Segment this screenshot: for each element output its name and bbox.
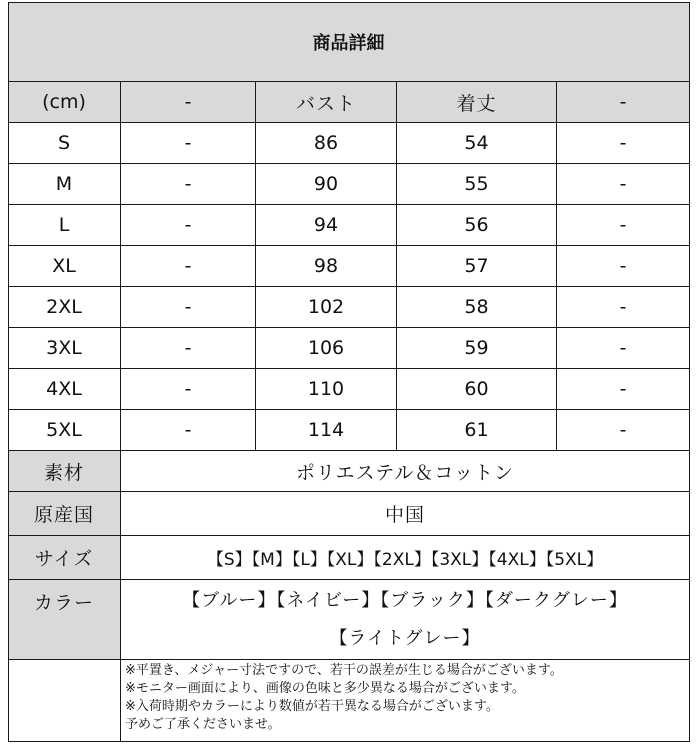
table-title: 商品詳細 bbox=[8, 2, 690, 82]
size-blank-1: - bbox=[121, 369, 256, 410]
size-bust: 98 bbox=[256, 246, 397, 287]
note-line: ※入荷時期やカラーにより数値が若干異なる場合がございます。 bbox=[125, 699, 499, 714]
size-label: 3XL bbox=[8, 328, 121, 369]
size-blank-2: - bbox=[557, 123, 690, 164]
size-blank-1: - bbox=[121, 246, 256, 287]
size-blank-2: - bbox=[557, 410, 690, 451]
size-length: 54 bbox=[397, 123, 557, 164]
size-length: 60 bbox=[397, 369, 557, 410]
sizes-value: 【S】【M】【L】【XL】【2XL】【3XL】【4XL】【5XL】 bbox=[121, 536, 690, 580]
colors-line-2: 【ライトグレー】 bbox=[329, 627, 481, 649]
size-blank-2: - bbox=[557, 246, 690, 287]
size-blank-1: - bbox=[121, 123, 256, 164]
size-label: XL bbox=[8, 246, 121, 287]
colors-label: カラー bbox=[8, 580, 121, 660]
size-blank-1: - bbox=[121, 410, 256, 451]
size-label: 2XL bbox=[8, 287, 121, 328]
note-line: 予めご了承くださいませ。 bbox=[125, 717, 281, 732]
size-blank-1: - bbox=[121, 164, 256, 205]
size-blank-1: - bbox=[121, 205, 256, 246]
size-length: 58 bbox=[397, 287, 557, 328]
header-blank-2: - bbox=[557, 82, 690, 123]
size-label: 4XL bbox=[8, 369, 121, 410]
notes-blank bbox=[8, 660, 121, 742]
size-blank-2: - bbox=[557, 205, 690, 246]
header-length: 着丈 bbox=[397, 82, 557, 123]
product-detail-table bbox=[8, 2, 690, 742]
size-bust: 94 bbox=[256, 205, 397, 246]
size-length: 61 bbox=[397, 410, 557, 451]
header-bust: バスト bbox=[256, 82, 397, 123]
notes bbox=[121, 660, 690, 742]
size-bust: 90 bbox=[256, 164, 397, 205]
size-label: 5XL bbox=[8, 410, 121, 451]
colors-line-1: 【ブルー】【ネイビー】【ブラック】【ダークグレー】 bbox=[182, 589, 628, 611]
note-line: ※モニター画面により、画像の色味と多少異なる場合がございます。 bbox=[125, 681, 525, 696]
size-blank-1: - bbox=[121, 328, 256, 369]
size-label: L bbox=[8, 205, 121, 246]
origin-value: 中国 bbox=[121, 492, 690, 536]
material-value: ポリエステル＆コットン bbox=[121, 451, 690, 492]
size-label: M bbox=[8, 164, 121, 205]
size-blank-2: - bbox=[557, 369, 690, 410]
size-bust: 86 bbox=[256, 123, 397, 164]
size-length: 55 bbox=[397, 164, 557, 205]
size-blank-2: - bbox=[557, 164, 690, 205]
sizes-label: サイズ bbox=[8, 536, 121, 580]
size-bust: 114 bbox=[256, 410, 397, 451]
size-length: 57 bbox=[397, 246, 557, 287]
size-length: 56 bbox=[397, 205, 557, 246]
size-blank-2: - bbox=[557, 328, 690, 369]
header-unit: (cm) bbox=[8, 82, 121, 123]
colors-value bbox=[121, 580, 690, 660]
size-bust: 110 bbox=[256, 369, 397, 410]
size-blank-2: - bbox=[557, 287, 690, 328]
note-line: ※平置き、メジャー寸法ですので、若干の誤差が生じる場合がございます。 bbox=[125, 663, 563, 678]
size-bust: 102 bbox=[256, 287, 397, 328]
material-label: 素材 bbox=[8, 451, 121, 492]
header-blank-1: - bbox=[121, 82, 256, 123]
size-label: S bbox=[8, 123, 121, 164]
size-blank-1: - bbox=[121, 287, 256, 328]
origin-label: 原産国 bbox=[8, 492, 121, 536]
size-length: 59 bbox=[397, 328, 557, 369]
size-bust: 106 bbox=[256, 328, 397, 369]
